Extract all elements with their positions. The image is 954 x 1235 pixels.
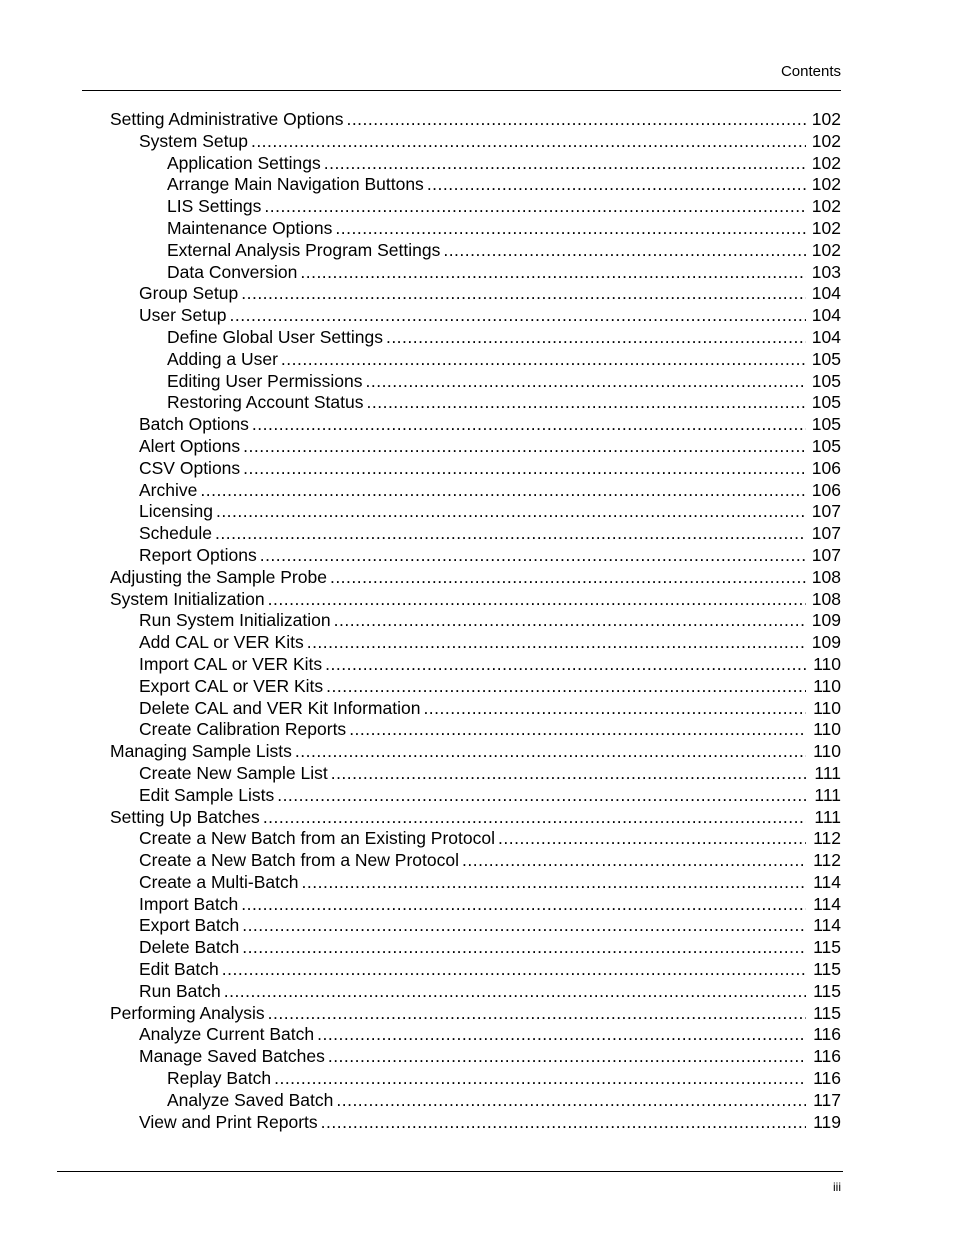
toc-entry-title: Run System Initialization bbox=[139, 610, 331, 631]
toc-entry-page: 108 bbox=[811, 588, 841, 609]
toc-entry-page: 111 bbox=[814, 762, 841, 783]
toc-entry-title: Define Global User Settings bbox=[167, 326, 383, 347]
toc-entry-title: Create a Multi-Batch bbox=[139, 871, 299, 892]
running-header: Contents bbox=[780, 63, 841, 80]
toc-entry[interactable] bbox=[110, 719, 841, 741]
dot-leader bbox=[326, 676, 806, 698]
dot-leader bbox=[423, 698, 806, 720]
dot-leader bbox=[335, 218, 806, 240]
dot-leader bbox=[243, 458, 806, 480]
toc-entry-page: 105 bbox=[811, 435, 841, 456]
toc-entry-title: Application Settings bbox=[167, 152, 321, 173]
toc-entry[interactable] bbox=[110, 741, 841, 763]
toc-entry[interactable] bbox=[110, 807, 841, 829]
toc-entry[interactable] bbox=[110, 327, 841, 349]
header-rule bbox=[82, 90, 841, 91]
toc-entry-page: 107 bbox=[811, 544, 841, 565]
toc-entry-page: 105 bbox=[811, 348, 841, 369]
toc-entry[interactable] bbox=[110, 392, 841, 414]
dot-leader bbox=[324, 153, 806, 175]
dot-leader bbox=[317, 1024, 806, 1046]
toc-entry-title: Setting Up Batches bbox=[110, 806, 260, 827]
dot-leader bbox=[242, 915, 806, 937]
toc-entry-title: Edit Sample Lists bbox=[139, 784, 275, 805]
toc-entry[interactable] bbox=[110, 1112, 841, 1134]
toc-entry[interactable] bbox=[110, 937, 841, 959]
toc-entry-title: Create a New Batch from a New Protocol bbox=[139, 850, 459, 871]
dot-leader bbox=[349, 719, 806, 741]
toc-entry[interactable] bbox=[110, 632, 841, 654]
toc-entry-page: 119 bbox=[813, 1111, 841, 1132]
toc-entry[interactable] bbox=[110, 850, 841, 872]
toc-entry[interactable] bbox=[110, 763, 841, 785]
toc-entry[interactable] bbox=[110, 523, 841, 545]
toc-entry-title: Create a New Batch from an Existing Protocol bbox=[139, 828, 495, 849]
dot-leader bbox=[243, 436, 806, 458]
toc-entry-title: Export CAL or VER Kits bbox=[139, 675, 324, 696]
toc-entry-page: 107 bbox=[811, 501, 841, 522]
dot-leader bbox=[241, 894, 806, 916]
toc-entry-page: 114 bbox=[813, 915, 841, 936]
toc-entry-page: 111 bbox=[814, 784, 841, 805]
toc-entry[interactable] bbox=[110, 872, 841, 894]
dot-leader bbox=[443, 240, 806, 262]
toc-entry-title: Archive bbox=[139, 479, 198, 500]
page-number: iii bbox=[833, 1180, 841, 1194]
dot-leader bbox=[268, 1003, 806, 1025]
toc-entry[interactable] bbox=[110, 959, 841, 981]
dot-leader bbox=[325, 654, 806, 676]
toc-entry[interactable] bbox=[110, 414, 841, 436]
toc-entry-title: Arrange Main Navigation Buttons bbox=[167, 174, 424, 195]
toc-entry-page: 104 bbox=[811, 326, 841, 347]
dot-leader bbox=[331, 763, 806, 785]
toc-entry-page: 104 bbox=[811, 305, 841, 326]
toc-entry[interactable] bbox=[110, 828, 841, 850]
toc-entry[interactable] bbox=[110, 1046, 841, 1068]
toc-entry[interactable] bbox=[110, 981, 841, 1003]
toc-entry[interactable] bbox=[110, 131, 841, 153]
toc-entry-title: Report Options bbox=[139, 544, 257, 565]
toc-entry-page: 109 bbox=[811, 632, 841, 653]
toc-entry-title: Batch Options bbox=[139, 414, 249, 435]
toc-entry-page: 114 bbox=[813, 871, 841, 892]
toc-entry-page: 115 bbox=[813, 1002, 841, 1023]
toc-entry[interactable] bbox=[110, 283, 841, 305]
footer-rule bbox=[57, 1171, 843, 1172]
toc-entry[interactable] bbox=[110, 567, 841, 589]
toc-entry-page: 102 bbox=[811, 130, 841, 151]
toc-entry-page: 110 bbox=[813, 697, 841, 718]
dot-leader bbox=[230, 305, 806, 327]
dot-leader bbox=[215, 523, 806, 545]
toc-entry-page: 102 bbox=[811, 109, 841, 129]
toc-entry-title: Delete CAL and VER Kit Information bbox=[139, 697, 421, 718]
toc-entry[interactable] bbox=[110, 545, 841, 567]
dot-leader bbox=[346, 109, 806, 131]
dot-leader bbox=[334, 610, 806, 632]
toc-entry-title: Analyze Current Batch bbox=[139, 1024, 315, 1045]
dot-leader bbox=[251, 131, 806, 153]
toc-entry-page: 103 bbox=[811, 261, 841, 282]
toc-entry-page: 116 bbox=[813, 1024, 841, 1045]
toc-entry-page: 107 bbox=[811, 523, 841, 544]
toc-entry-title: Add CAL or VER Kits bbox=[139, 632, 304, 653]
table-of-contents bbox=[110, 109, 841, 1133]
dot-leader bbox=[268, 589, 806, 611]
toc-entry-page: 109 bbox=[811, 610, 841, 631]
toc-entry-title: Adding a User bbox=[167, 348, 278, 369]
toc-entry[interactable] bbox=[110, 676, 841, 698]
toc-entry[interactable] bbox=[110, 349, 841, 371]
dot-leader bbox=[386, 327, 806, 349]
toc-entry-title: Manage Saved Batches bbox=[139, 1046, 325, 1067]
toc-entry[interactable] bbox=[110, 196, 841, 218]
toc-entry-page: 110 bbox=[813, 653, 841, 674]
toc-entry-title: Data Conversion bbox=[167, 261, 298, 282]
toc-entry-title: Setting Administrative Options bbox=[110, 109, 344, 129]
toc-entry[interactable] bbox=[110, 589, 841, 611]
dot-leader bbox=[427, 174, 806, 196]
toc-entry[interactable] bbox=[110, 610, 841, 632]
toc-entry-title: Schedule bbox=[139, 523, 212, 544]
toc-entry-title: External Analysis Program Settings bbox=[167, 239, 441, 260]
toc-entry-page: 102 bbox=[811, 196, 841, 217]
toc-entry-page: 110 bbox=[813, 719, 841, 740]
toc-entry[interactable] bbox=[110, 109, 841, 131]
dot-leader bbox=[263, 807, 806, 829]
dot-leader bbox=[264, 196, 806, 218]
dot-leader bbox=[367, 392, 807, 414]
toc-entry-title: Export Batch bbox=[139, 915, 240, 936]
toc-entry-page: 106 bbox=[811, 479, 841, 500]
toc-entry[interactable] bbox=[110, 480, 841, 502]
toc-entry-page: 106 bbox=[811, 457, 841, 478]
toc-entry-page: 116 bbox=[813, 1068, 841, 1089]
toc-entry-title: LIS Settings bbox=[167, 196, 262, 217]
toc-entry-page: 115 bbox=[813, 980, 841, 1001]
toc-entry-title: System Setup bbox=[139, 130, 248, 151]
dot-leader bbox=[252, 414, 806, 436]
toc-entry-page: 105 bbox=[811, 392, 841, 413]
toc-entry-title: Alert Options bbox=[139, 435, 241, 456]
toc-entry[interactable] bbox=[110, 785, 841, 807]
toc-entry-page: 102 bbox=[811, 174, 841, 195]
toc-entry-title: User Setup bbox=[139, 305, 227, 326]
dot-leader bbox=[307, 632, 806, 654]
dot-leader bbox=[216, 501, 806, 523]
toc-entry-page: 111 bbox=[814, 806, 841, 827]
toc-entry[interactable] bbox=[110, 1068, 841, 1090]
dot-leader bbox=[300, 262, 806, 284]
dot-leader bbox=[330, 567, 806, 589]
toc-entry-title: Import Batch bbox=[139, 893, 239, 914]
toc-entry[interactable] bbox=[110, 174, 841, 196]
toc-entry-page: 110 bbox=[813, 741, 841, 762]
toc-entry-title: Adjusting the Sample Probe bbox=[110, 566, 327, 587]
toc-entry[interactable] bbox=[110, 654, 841, 676]
dot-leader bbox=[222, 959, 806, 981]
dot-leader bbox=[200, 480, 806, 502]
toc-entry-title: View and Print Reports bbox=[139, 1111, 318, 1132]
toc-entry[interactable] bbox=[110, 240, 841, 262]
toc-entry-title: Run Batch bbox=[139, 980, 221, 1001]
toc-entry-page: 112 bbox=[813, 828, 841, 849]
toc-entry-title: Restoring Account Status bbox=[167, 392, 364, 413]
dot-leader bbox=[277, 785, 806, 807]
toc-entry-title: System Initialization bbox=[110, 588, 265, 609]
toc-entry-title: Create Calibration Reports bbox=[139, 719, 347, 740]
toc-entry-page: 112 bbox=[813, 850, 841, 871]
toc-entry-title: Import CAL or VER Kits bbox=[139, 653, 323, 674]
toc-entry-page: 105 bbox=[811, 414, 841, 435]
toc-entry-page: 108 bbox=[811, 566, 841, 587]
toc-entry[interactable] bbox=[110, 501, 841, 523]
dot-leader bbox=[260, 545, 806, 567]
toc-entry-title: Delete Batch bbox=[139, 937, 240, 958]
dot-leader bbox=[498, 828, 806, 850]
dot-leader bbox=[281, 349, 806, 371]
dot-leader bbox=[321, 1112, 806, 1134]
toc-entry-title: Managing Sample Lists bbox=[110, 741, 292, 762]
toc-entry-title: Licensing bbox=[139, 501, 213, 522]
toc-entry[interactable] bbox=[110, 1024, 841, 1046]
dot-leader bbox=[462, 850, 806, 872]
toc-entry-page: 102 bbox=[811, 239, 841, 260]
dot-leader bbox=[242, 937, 806, 959]
toc-entry-title: Analyze Saved Batch bbox=[167, 1089, 334, 1110]
dot-leader bbox=[274, 1068, 806, 1090]
toc-entry-page: 114 bbox=[813, 893, 841, 914]
dot-leader bbox=[365, 371, 806, 393]
toc-entry[interactable] bbox=[110, 698, 841, 720]
toc-entry[interactable] bbox=[110, 894, 841, 916]
dot-leader bbox=[241, 283, 806, 305]
toc-entry-title: Group Setup bbox=[139, 283, 239, 304]
toc-entry[interactable] bbox=[110, 371, 841, 393]
toc-entry-page: 115 bbox=[813, 959, 841, 980]
toc-entry[interactable] bbox=[110, 436, 841, 458]
dot-leader bbox=[295, 741, 806, 763]
toc-entry[interactable] bbox=[110, 1090, 841, 1112]
toc-entry[interactable] bbox=[110, 1003, 841, 1025]
toc-entry-title: CSV Options bbox=[139, 457, 241, 478]
toc-entry-page: 117 bbox=[813, 1089, 841, 1110]
toc-entry-page: 104 bbox=[811, 283, 841, 304]
toc-entry-title: Editing User Permissions bbox=[167, 370, 363, 391]
toc-entry[interactable] bbox=[110, 218, 841, 240]
dot-leader bbox=[224, 981, 806, 1003]
toc-entry-page: 116 bbox=[813, 1046, 841, 1067]
toc-entry[interactable] bbox=[110, 915, 841, 937]
toc-entry-page: 105 bbox=[811, 370, 841, 391]
toc-entry-page: 115 bbox=[813, 937, 841, 958]
toc-entry-title: Create New Sample List bbox=[139, 762, 328, 783]
toc-entry[interactable] bbox=[110, 153, 841, 175]
toc-entry-title: Maintenance Options bbox=[167, 217, 333, 238]
toc-entry-page: 102 bbox=[811, 152, 841, 173]
toc-entry[interactable] bbox=[110, 262, 841, 284]
toc-entry-page: 110 bbox=[813, 675, 841, 696]
dot-leader bbox=[336, 1090, 806, 1112]
toc-entry-title: Performing Analysis bbox=[110, 1002, 265, 1023]
toc-entry-title: Replay Batch bbox=[167, 1068, 272, 1089]
toc-entry-page: 102 bbox=[811, 217, 841, 238]
toc-entry-title: Edit Batch bbox=[139, 959, 219, 980]
dot-leader bbox=[302, 872, 806, 894]
toc-entry[interactable] bbox=[110, 458, 841, 480]
dot-leader bbox=[328, 1046, 806, 1068]
toc-entry[interactable] bbox=[110, 305, 841, 327]
